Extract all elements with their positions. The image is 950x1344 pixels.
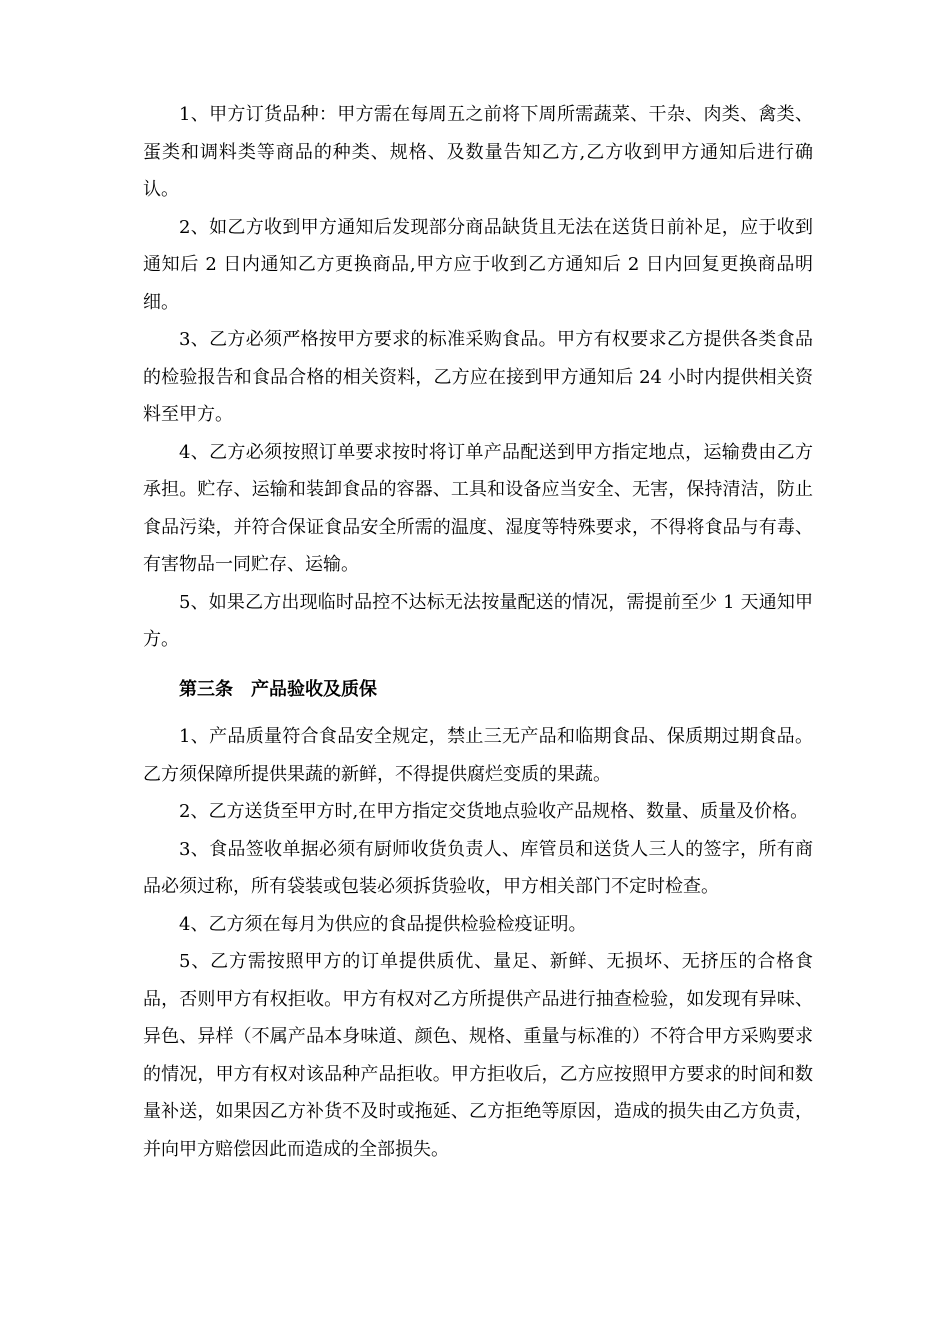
- paragraph-delivery-transport: 4、乙方必须按照订单要求按时将订单产品配送到甲方指定地点，运输费由乙方承担。贮存、运输和装卸食品的容器、工具和设备应当安全、无害，保持清洁，防止食品污染，并符合保证食品安全所需的温度、湿度等特殊要求，不得将食品与有毒、有害物品一同贮存、运输。: [143, 441, 813, 575]
- paragraph-quarantine-certificate: 4、乙方须在每月为供应的食品提供检验检疫证明。: [179, 913, 587, 935]
- section-heading-acceptance: 第三条 产品验收及质保: [179, 678, 377, 700]
- paragraph-quality-control-notice: 5、如果乙方出现临时品控不达标无法按量配送的情况，需提前至少 1 天通知甲方。: [143, 591, 813, 650]
- paragraph-food-safety: 1、产品质量符合食品安全规定，禁止三无产品和临期食品、保质期过期食品。乙方须保障所提供果蔬的新鲜，不得提供腐烂变质的果蔬。: [143, 726, 813, 785]
- paragraph-stock-shortage: 2、如乙方收到甲方通知后发现部分商品缺货且无法在送货日前补足，应于收到通知后 2 日内通知乙方更换商品,甲方应于收到乙方通知后 2 日内回复更换商品明细。: [143, 216, 813, 313]
- paragraph-delivery-inspection: 2、乙方送货至甲方时,在甲方指定交货地点验收产品规格、数量、质量及价格。: [179, 801, 809, 822]
- paragraph-receipt-signatures: 3、食品签收单据必须有厨师收货负责人、库管员和送货人三人的签字，所有商品必须过称，所有袋装或包装必须拆货验收，甲方相关部门不定时检查。: [143, 838, 813, 897]
- paragraph-order-varieties: 1、甲方订货品种：甲方需在每周五之前将下周所需蔬菜、干杂、肉类、禽类、蛋类和调料类等商品的种类、规格、及数量告知乙方,乙方收到甲方通知后进行确认。: [143, 104, 813, 200]
- document-body: [143, 96, 813, 1168]
- paragraph-purchase-standards: 3、乙方必须严格按甲方要求的标准采购食品。甲方有权要求乙方提供各类食品的检验报告和食品合格的相关资料，乙方应在接到甲方通知后 24 小时内提供相关资料至甲方。: [143, 329, 813, 425]
- paragraph-rejection-rights: 5、乙方需按照甲方的订单提供质优、量足、新鲜、无损坏、无挤压的合格食品，否则甲方有权拒收。甲方有权对乙方所提供产品进行抽查检验，如发现有异味、异色、异样（不属产品本身味道、颜色、规格、重量与标准的）不符合甲方采购要求的情况，甲方有权对该品种产品拒收。甲方拒收后，乙方应按照甲方要求的时间和数量补送，如果因乙方补货不及时或拖延、乙方拒绝等原因，造成的损失由乙方负责，并向甲方赔偿因此而造成的全部损失。: [143, 951, 813, 1160]
